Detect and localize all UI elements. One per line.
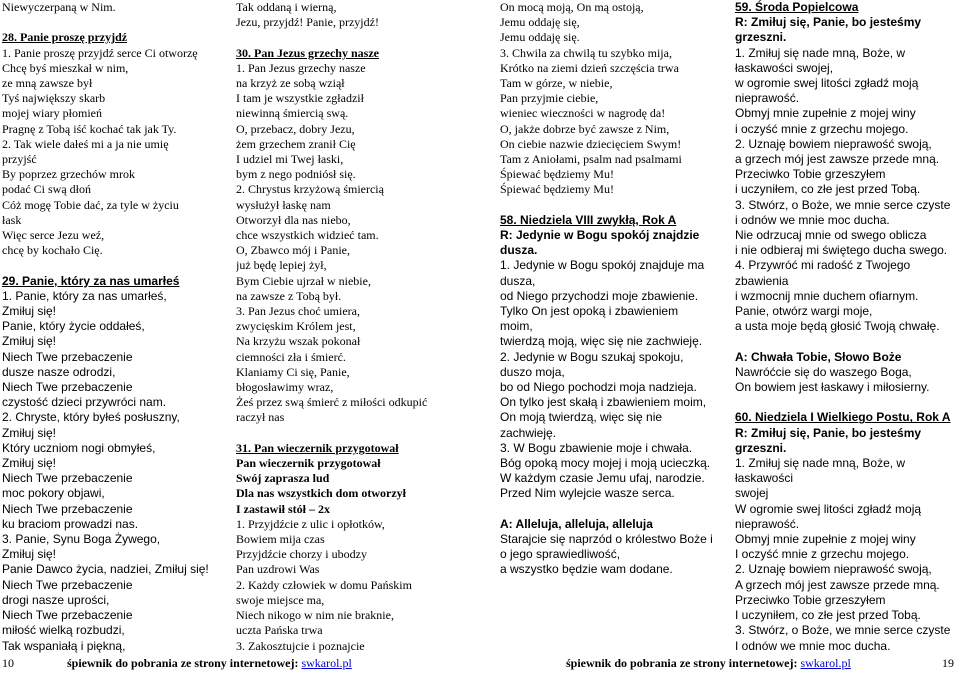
lyric-line: drogi nasze uprości, (2, 592, 110, 607)
lyric-line: 2. Uznaję bowiem nieprawość swoją, (735, 136, 932, 151)
lyric-line: Przed Nim wylejcie wasze serca. (500, 486, 675, 501)
lyric-line: On bowiem jest łaskawy i miłosierny. (735, 380, 930, 395)
lyric-line: Przyjdźcie chorzy i ubodzy (236, 547, 367, 562)
lyric-line: Nawróćcie się do waszego Boga, (735, 364, 912, 379)
lyric-line: wysłużył łaskę nam (236, 197, 331, 212)
lyric-line: a grzech mój jest zawsze przede mną. (735, 152, 940, 167)
lyric-line: dusze nasze odrodzi, (2, 364, 116, 379)
lyric-line: Otworzył dla nas niebo, (236, 212, 351, 227)
lyric-line: Który uczniom nogi obmyłeś, (2, 440, 156, 455)
left-footer-text: śpiewnik do pobrania ze strony internetowej: (67, 656, 302, 670)
refrain-line: Swój zaprasza lud (236, 471, 330, 486)
lyric-line: moim, (500, 319, 533, 334)
refrain-line: I zastawił stół – 2x (236, 501, 330, 516)
lyric-line: 3. Zakosztujcie i poznajcie (236, 638, 365, 653)
lyric-line: Przeciwko Tobie grzeszyłem (735, 592, 886, 607)
lyric-line: 3. Stwórz, o Boże, we mnie serce czyste (735, 623, 951, 638)
lyric-line: a wszystko będzie wam dodane. (500, 562, 673, 577)
lyric-line: 3. Stwórz, o Boże, we mnie serce czyste (735, 197, 951, 212)
lyric-line: chcę by kochało Cię. (2, 243, 103, 258)
lyric-line: niewinną śmiercią swą. (236, 106, 349, 121)
refrain-line: dusza. (500, 243, 538, 258)
right-page-column-1 (500, 0, 728, 578)
lyric-line: Tyś największy skarb (2, 91, 106, 106)
lyric-line: 1. Przyjdźcie z ulic i opłotków, (236, 516, 385, 531)
lyric-line: I odnów we mnie moc ducha. (735, 638, 891, 653)
lyric-line: Niewyczerpaną w Nim. (2, 0, 116, 14)
blank-line (500, 502, 728, 517)
lyric-line: i wzmocnij mnie duchem ofiarnym. (735, 288, 919, 303)
refrain-line: A: Chwała Tobie, Słowo Boże (735, 349, 902, 364)
left-page-column-2 (236, 0, 466, 654)
left-footer (67, 656, 352, 671)
lyric-line: Panie, który życie oddałeś, (2, 319, 145, 334)
lyric-line: Zmiłuj się! (2, 456, 57, 471)
lyric-line: W każdym czasie Jemu ufaj, narodzie. (500, 471, 705, 486)
lyric-line: Panie, otwórz wargi moje, (735, 304, 873, 319)
lyric-line: Więc serce Jezu weź, (2, 228, 105, 243)
right-page-number: 19 (942, 656, 954, 670)
lyric-line: Niech Twe przebaczenie (2, 349, 133, 364)
lyric-line: Nie odrzucaj mnie od swego oblicza (735, 228, 927, 243)
lyric-line: Na krzyżu wszak pokonał (236, 334, 361, 349)
refrain-line: A: Alleluja, alleluja, alleluja (500, 516, 653, 531)
lyric-line: bo od Niego pochodzi moja nadzieja. (500, 380, 697, 395)
lyric-line: łaskawości swojej, (735, 60, 834, 75)
lyric-line: W ogromie swej litości zgładź moją (735, 501, 922, 516)
lyric-line: 2. Uznaję bowiem nieprawość swoją, (735, 562, 932, 577)
lyric-line: Bowiem mija czas (236, 532, 325, 547)
refrain-line: Pan wieczernik przygotował (236, 456, 381, 471)
lyric-line: I udziel mi Twej łaski, (236, 152, 344, 167)
lyric-line: mojej wiary płomień (2, 106, 102, 121)
lyric-line: Tam w górze, w niebie, (500, 76, 613, 91)
lyric-line: Niech Twe przebaczenie (2, 380, 133, 395)
blank-line (2, 258, 230, 273)
lyric-line: Jezu, przyjdź! Panie, przyjdź! (236, 15, 379, 30)
lyric-line: swojej (735, 486, 769, 501)
lyric-line: swoje miejsce ma, (236, 592, 325, 607)
lyric-line: nieprawość. (735, 91, 800, 106)
refrain-line: R: Jedynie w Bogu spokój znajdzie (500, 228, 700, 243)
lyric-line: 1. Zmiłuj się nade mną, Boże, w (735, 45, 906, 60)
lyric-line: On tylko jest skałą i zbawieniem moim, (500, 395, 707, 410)
lyric-line: Panie Dawco życia, nadziei, Zmiłuj się! (2, 562, 209, 577)
lyric-line: O, jakże dobrze być zawsze z Nim, (500, 121, 670, 136)
lyric-line: On ciebie nazwie dziecięciem Swym! (500, 136, 682, 151)
refrain-line: R: Zmiłuj się, Panie, bo jesteśmy (735, 425, 922, 440)
right-page-column-2 (735, 0, 957, 654)
lyric-line: 3. Pan Jezus choć umiera, (236, 304, 360, 319)
refrain-line: Dla nas wszystkich dom otworzył (236, 486, 406, 501)
lyric-line: w ogromie swej litości zgładź moją (735, 76, 919, 91)
lyric-line: On moją twierdzą, więc się nie (500, 410, 663, 425)
lyric-line: Zmiłuj się! (2, 547, 57, 562)
lyric-line: na zawsze z Tobą był. (236, 288, 342, 303)
blank-line (236, 30, 466, 45)
lyric-line: i oczyść mnie z grzechu mojego. (735, 121, 909, 136)
lyric-line: na krzyż ze sobą wziął (236, 76, 345, 90)
lyric-line: 3. Chwila za chwilą tu szybko mija, (500, 45, 672, 60)
lyric-line: łask (2, 212, 22, 227)
lyric-line: Zmiłuj się! (2, 304, 57, 319)
song-title: 58. Niedziela VIII zwykłą, Rok A (500, 212, 677, 227)
blank-line (500, 198, 728, 213)
right-footer (566, 656, 851, 671)
lyric-line: Przeciwko Tobie grzeszyłem (735, 167, 886, 182)
lyric-line: błogosławimy wraz, (236, 380, 334, 395)
lyric-line: podać Ci swą dłoń (2, 182, 91, 197)
lyric-line: a usta moje będą głosić Twoją chwałę. (735, 319, 940, 334)
lyric-line: zachwieję. (500, 425, 557, 440)
lyric-line: O, Zbawco mój i Panie, (236, 243, 350, 258)
lyric-line: Pan uzdrowi Was (236, 562, 320, 577)
song-title: 29. Panie, który za nas umarłeś (2, 273, 180, 288)
lyric-line: 2. Jedynie w Bogu szukaj spokoju, (500, 349, 684, 364)
left-page-column-1 (2, 0, 230, 654)
lyric-line: Śpiewać będziemy Mu! (500, 167, 614, 182)
lyric-line: 1. Zmiłuj się nade mną, Boże, w (735, 456, 906, 471)
lyric-line: dusza, (500, 273, 536, 288)
lyric-line: zwycięskim Królem jest, (236, 319, 356, 334)
lyric-line: żem grzechem zranił Cię (236, 136, 356, 151)
song-title: 28. Panie proszę przyjdź (2, 30, 128, 45)
lyric-line: By poprzez grzechów mrok (2, 167, 135, 182)
lyric-line: już będę lepiej żył, (236, 258, 327, 273)
lyric-line: Niech Twe przebaczenie (2, 501, 133, 516)
left-footer-link[interactable]: swkarol.pl (301, 656, 352, 670)
lyric-line: bym z nego podniósł się. (236, 167, 356, 182)
lyric-line: On mocą moją, On mą ostoją, (500, 0, 644, 14)
lyric-line: 2. Chryste, który byłeś posłuszny, (2, 410, 180, 425)
lyric-line: Zmiłuj się! (2, 334, 57, 349)
lyric-line: Starajcie się naprzód o królestwo Boże i (500, 532, 713, 547)
lyric-line: Cóż mogę Tobie dać, za tyle w życiu (2, 197, 179, 212)
blank-line (735, 334, 957, 349)
lyric-line: miłość wielką rozbudzi, (2, 623, 125, 638)
lyric-line: 1. Jedynie w Bogu spokój znajduje ma (500, 258, 705, 273)
lyric-line: nieprawość. (735, 516, 800, 531)
lyric-line: Śpiewać będziemy Mu! (500, 182, 614, 197)
lyric-line: I oczyść mnie z grzechu mojego. (735, 547, 910, 562)
lyric-line: Niech Twe przebaczenie (2, 577, 133, 592)
blank-line (2, 15, 230, 30)
refrain-line: grzeszni. (735, 30, 787, 45)
lyric-line: 3. W Bogu zbawienie moje i chwała. (500, 440, 693, 455)
lyric-line: i uczyniłem, co złe jest przed Tobą. (735, 182, 921, 197)
lyric-line: zbawienia (735, 273, 789, 288)
lyric-line: ciemności zła i śmierć. (236, 349, 346, 364)
lyric-line: i odnów we mnie moc ducha. (735, 212, 890, 227)
lyric-line: i nie odbieraj mi świętego ducha swego. (735, 243, 948, 258)
lyric-line: uczta Pańska trwa (236, 623, 323, 638)
lyric-line: o jego sprawiedliwość, (500, 547, 621, 562)
lyric-line: 2. Chrystus krzyżową śmiercią (236, 182, 384, 197)
lyric-line: raczył nas (236, 410, 285, 425)
lyric-line: Żeś przez swą śmierć z miłości odkupić (236, 395, 428, 410)
lyric-line: Zmiłuj się! (2, 425, 57, 440)
lyric-line: Bym Ciebie ujrzał w niebie, (236, 273, 371, 288)
lyric-line: A grzech mój jest zawsze przede mną. (735, 577, 940, 592)
lyric-line: Krótko na ziemi dzień szczęścia trwa (500, 60, 679, 75)
song-title: 59. Środa Popielcowa (735, 0, 859, 14)
lyric-line: łaskawości (735, 471, 794, 486)
lyric-line: duszo moja, (500, 364, 565, 379)
lyric-line: 4. Przywróć mi radość z Twojego (735, 258, 911, 273)
refrain-line: grzeszni. (735, 440, 787, 455)
lyric-line: od Niego przychodzi moje zbawienie. (500, 288, 699, 303)
lyric-line: Tylko On jest opoką i zbawieniem (500, 304, 679, 319)
lyric-line: Pan przyjmie ciebie, (500, 91, 599, 106)
lyric-line: Tam z Aniołami, psalm nad psalmami (500, 152, 682, 167)
lyric-line: Niech Twe przebaczenie (2, 608, 133, 623)
lyric-line: Jemu oddaję się, (500, 15, 580, 30)
lyric-line: przyjść (2, 152, 37, 167)
lyric-line: O, przebacz, dobry Jezu, (236, 121, 355, 136)
lyric-line: Klaniamy Ci się, Panie, (236, 364, 350, 379)
left-page-number: 10 (2, 656, 14, 670)
lyric-line: Bóg opoką mocy mojej i moją ucieczką. (500, 456, 711, 471)
song-title: 31. Pan wieczernik przygotował (236, 440, 399, 455)
lyric-line: Niech nikogo w nim nie braknie, (236, 608, 394, 623)
song-title: 60. Niedziela I Wielkiego Postu, Rok A (735, 410, 951, 425)
lyric-line: Pragnę z Tobą iść kochać tak jak Ty. (2, 121, 177, 136)
lyric-line: chce wszystkich widzieć tam. (236, 228, 379, 243)
lyric-line: ze mną zawsze był (2, 76, 93, 90)
lyric-line: Obmyj mnie zupełnie z mojej winy (735, 532, 916, 547)
right-footer-text: śpiewnik do pobrania ze strony internetowej: (566, 656, 801, 670)
lyric-line: ku braciom prowadzi nas. (2, 516, 139, 531)
lyric-line: I uczyniłem, co złe jest przed Tobą. (735, 608, 921, 623)
lyric-line: 3. Panie, Synu Boga Żywego, (2, 532, 161, 547)
refrain-line: R: Zmiłuj się, Panie, bo jesteśmy (735, 15, 922, 30)
lyric-line: Tak oddaną i wierną, (236, 0, 337, 14)
lyric-line: Niech Twe przebaczenie (2, 471, 133, 486)
lyric-line: twierdzą moją, więc się nie zachwieję. (500, 334, 703, 349)
lyric-line: Tak wspaniałą i piękną, (2, 638, 126, 653)
lyric-line: 2. Każdy człowiek w domu Pańskim (236, 577, 412, 592)
blank-line (735, 395, 957, 410)
lyric-line: 1. Panie proszę przyjdź serce Ci otworzę (2, 45, 198, 60)
right-footer-link[interactable]: swkarol.pl (800, 656, 851, 670)
lyric-line: Jemu oddaję się. (500, 30, 580, 45)
lyric-line: I tam je wszystkie zgładził (236, 91, 364, 106)
song-title: 30. Pan Jezus grzechy nasze (236, 45, 379, 60)
lyric-line: Obmyj mnie zupełnie z mojej winy (735, 106, 916, 121)
lyric-line: 1. Panie, który za nas umarłeś, (2, 288, 167, 303)
lyric-line: moc pokory objawi, (2, 486, 105, 501)
lyric-line: wieniec wieczności w nagrodę da! (500, 106, 666, 121)
lyric-line: Chcę byś mieszkał w nim, (2, 60, 129, 75)
blank-line (236, 426, 466, 441)
lyric-line: 1. Pan Jezus grzechy nasze (236, 60, 366, 75)
lyric-line: 2. Tak wiele dałeś mi a ja nie umię (2, 136, 169, 151)
lyric-line: czystość dzieci przywróci nam. (2, 395, 167, 410)
